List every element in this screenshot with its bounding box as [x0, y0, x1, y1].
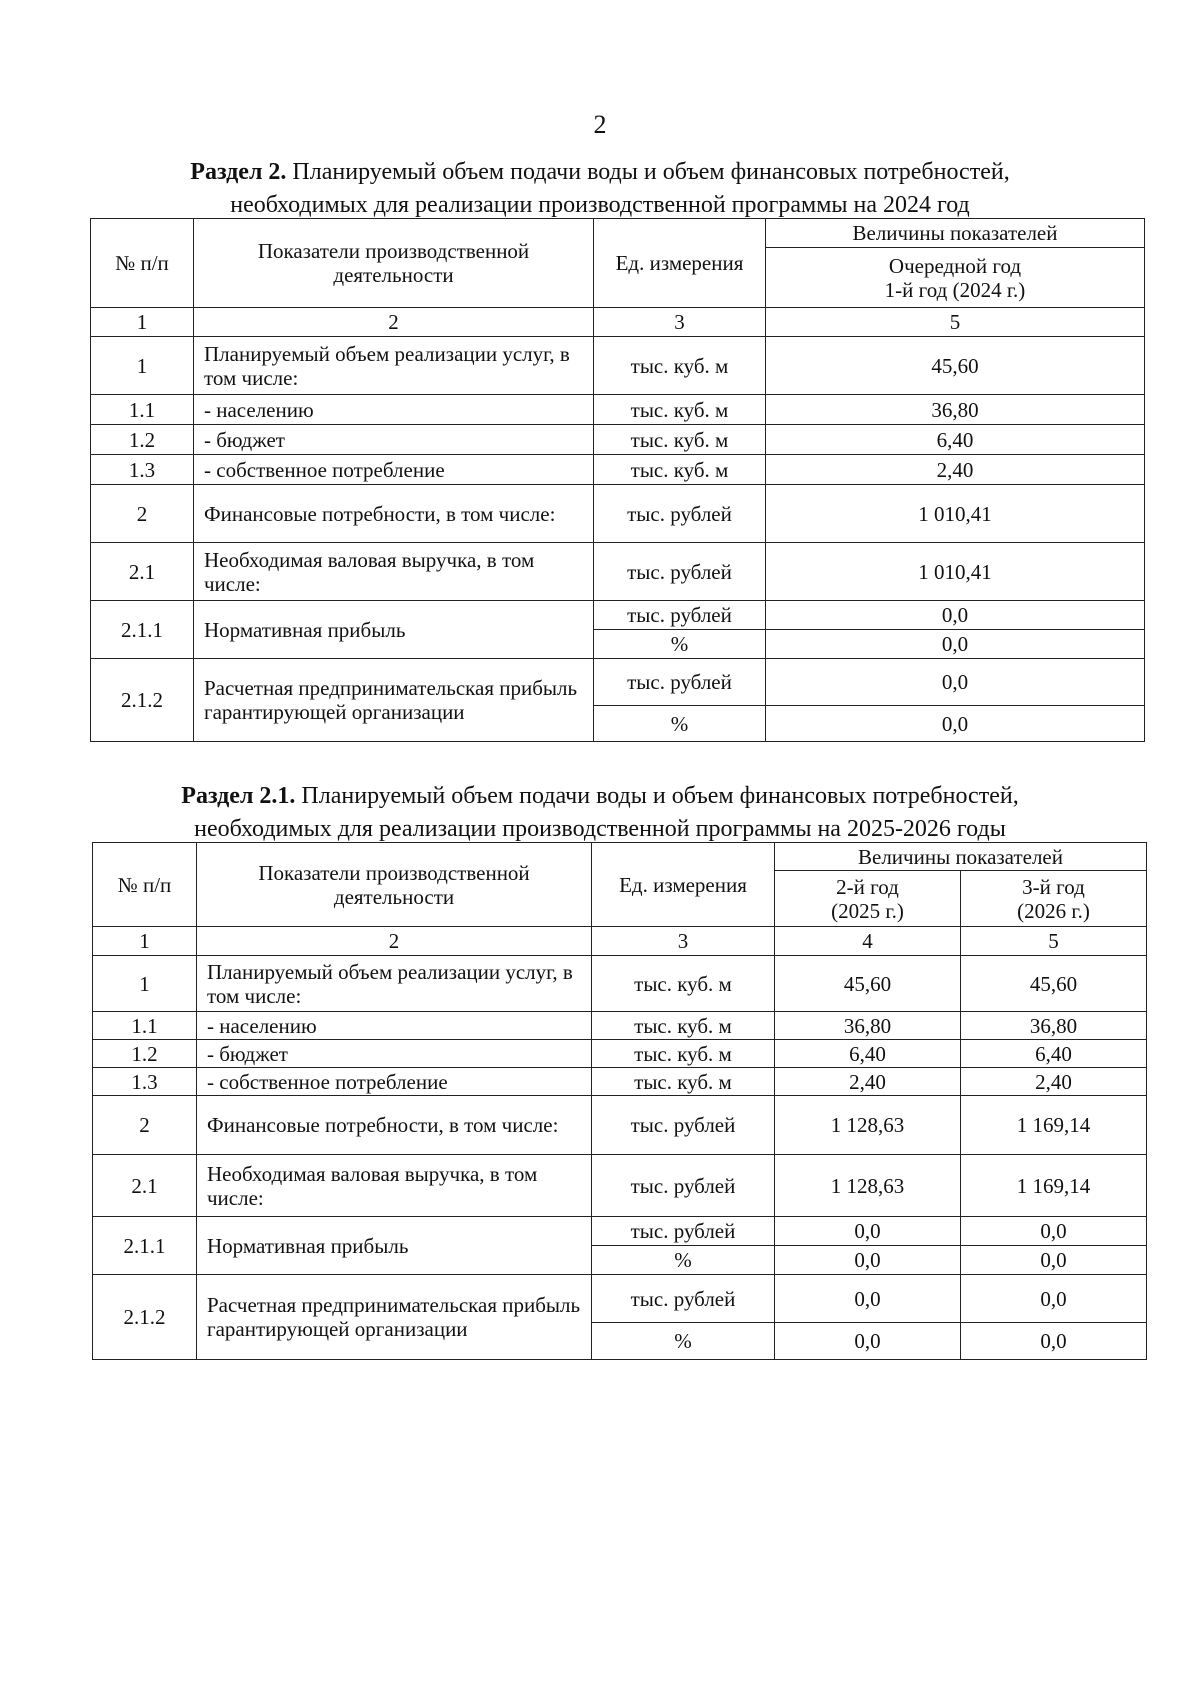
row-num: 1.1	[93, 1012, 197, 1040]
row-name: - населению	[194, 395, 594, 425]
row-unit: тыс. рублей	[594, 659, 766, 706]
column-number: 4	[775, 927, 961, 956]
header-year-3	[961, 871, 1147, 927]
row-unit: тыс. рублей	[592, 1217, 775, 1246]
column-number-row	[91, 308, 1145, 337]
row-value: 0,0	[766, 659, 1145, 706]
row-value: 45,60	[766, 337, 1145, 395]
header-num: № п/п	[91, 219, 194, 308]
table-row	[91, 485, 1145, 543]
table-row	[91, 337, 1145, 395]
header-year-2-line2: (2025 г.)	[831, 898, 904, 923]
row-name: - бюджет	[194, 425, 594, 455]
row-unit: тыс. рублей	[592, 1155, 775, 1217]
column-number: 1	[91, 308, 194, 337]
row-name: - собственное потребление	[194, 455, 594, 485]
row-unit: тыс. рублей	[594, 543, 766, 601]
row-name: - бюджет	[197, 1040, 592, 1068]
row-unit: тыс. куб. м	[594, 337, 766, 395]
row-unit: тыс. куб. м	[592, 1040, 775, 1068]
row-unit: тыс. куб. м	[594, 395, 766, 425]
row-value: 2,40	[766, 455, 1145, 485]
row-num: 2.1.1	[91, 601, 194, 659]
row-value-2026: 1 169,14	[961, 1096, 1147, 1155]
row-name: Планируемый объем реализации услуг, в том числе:	[197, 956, 592, 1012]
row-name: Нормативная прибыль	[194, 601, 594, 659]
row-value-2026: 0,0	[961, 1323, 1147, 1360]
column-number: 3	[592, 927, 775, 956]
row-unit: тыс. рублей	[594, 485, 766, 543]
header-unit: Ед. измерения	[592, 843, 775, 927]
table-row	[93, 1217, 1147, 1246]
header-year-3-line1: 3-й год	[1022, 874, 1085, 899]
header-year-2	[775, 871, 961, 927]
row-value-2026: 1 169,14	[961, 1155, 1147, 1217]
row-num: 1	[91, 337, 194, 395]
header-year-2-line1: 2-й год	[836, 874, 899, 899]
row-unit: %	[592, 1323, 775, 1360]
row-num: 2.1.2	[91, 659, 194, 742]
table-row	[91, 395, 1145, 425]
row-value-2026: 0,0	[961, 1217, 1147, 1246]
table-row	[91, 455, 1145, 485]
header-year-3-line2: (2026 г.)	[1017, 898, 1090, 923]
row-unit: тыс. куб. м	[592, 1012, 775, 1040]
section-title-text: Планируемый объем подачи воды и объем финансовых потребностей,	[286, 159, 1010, 185]
section-title-2024	[0, 156, 1200, 222]
row-name: - населению	[197, 1012, 592, 1040]
table-row	[93, 1155, 1147, 1217]
row-value-2026: 36,80	[961, 1012, 1147, 1040]
table-row	[93, 1096, 1147, 1155]
row-unit: тыс. рублей	[592, 1096, 775, 1155]
row-value-2025: 0,0	[775, 1217, 961, 1246]
row-value: 6,40	[766, 425, 1145, 455]
row-num: 2	[91, 485, 194, 543]
table-row	[93, 1275, 1147, 1323]
row-name: Расчетная предпринимательская прибыль гарантирующей организации	[194, 659, 594, 742]
row-unit: тыс. куб. м	[594, 425, 766, 455]
table-2025-2026	[92, 842, 1147, 1360]
row-unit: тыс. рублей	[594, 601, 766, 630]
row-num: 2.1	[93, 1155, 197, 1217]
header-values-group: Величины показателей	[766, 219, 1145, 248]
table-row	[91, 543, 1145, 601]
section-title-2025-2026	[0, 780, 1200, 846]
section-title-line2: необходимых для реализации производственной программы на 2024 год	[230, 192, 970, 218]
header-indicators: Показатели производственной деятельности	[197, 843, 592, 927]
row-num: 1.3	[91, 455, 194, 485]
row-value: 0,0	[766, 706, 1145, 742]
header-indicators: Показатели производственной деятельности	[194, 219, 594, 308]
row-num: 1.3	[93, 1068, 197, 1096]
section-title-bold: Раздел 2.1.	[181, 783, 296, 809]
row-value-2025: 45,60	[775, 956, 961, 1012]
row-unit: %	[592, 1246, 775, 1275]
row-unit: тыс. рублей	[592, 1275, 775, 1323]
row-value: 36,80	[766, 395, 1145, 425]
column-number: 5	[961, 927, 1147, 956]
row-name: Нормативная прибыль	[197, 1217, 592, 1275]
section-title-line2: необходимых для реализации производственной программы на 2025-2026 годы	[194, 816, 1006, 842]
header-year-1-line1: Очередной год	[888, 253, 1022, 278]
table-row	[93, 1068, 1147, 1096]
row-value-2025: 6,40	[775, 1040, 961, 1068]
header-num: № п/п	[93, 843, 197, 927]
table-row	[93, 1040, 1147, 1068]
section-title-text: Планируемый объем подачи воды и объем финансовых потребностей,	[295, 783, 1019, 809]
row-value: 0,0	[766, 630, 1145, 659]
table-row	[91, 425, 1145, 455]
row-num: 2.1.2	[93, 1275, 197, 1360]
row-unit: тыс. куб. м	[594, 455, 766, 485]
row-num: 2	[93, 1096, 197, 1155]
row-value-2025: 1 128,63	[775, 1155, 961, 1217]
row-unit: тыс. куб. м	[592, 1068, 775, 1096]
row-num: 1.2	[93, 1040, 197, 1068]
column-number: 5	[766, 308, 1145, 337]
column-number: 1	[93, 927, 197, 956]
table-2024	[90, 218, 1145, 742]
section-title-bold: Раздел 2.	[190, 159, 287, 185]
row-value-2025: 36,80	[775, 1012, 961, 1040]
row-unit: %	[594, 630, 766, 659]
table-row	[93, 1012, 1147, 1040]
row-value: 0,0	[766, 601, 1145, 630]
row-unit: %	[594, 706, 766, 742]
table-row	[91, 601, 1145, 630]
row-num: 2.1.1	[93, 1217, 197, 1275]
header-year-1	[766, 248, 1145, 308]
column-number: 3	[594, 308, 766, 337]
row-num: 1.1	[91, 395, 194, 425]
table-row	[93, 956, 1147, 1012]
row-name: Планируемый объем реализации услуг, в том числе:	[194, 337, 594, 395]
row-value-2026: 0,0	[961, 1275, 1147, 1323]
page-number: 2	[593, 110, 607, 139]
row-value: 1 010,41	[766, 485, 1145, 543]
table-header-row	[93, 843, 1147, 871]
column-number: 2	[194, 308, 594, 337]
header-values-group: Величины показателей	[775, 843, 1147, 871]
column-number: 2	[197, 927, 592, 956]
row-value-2026: 45,60	[961, 956, 1147, 1012]
row-value-2025: 0,0	[775, 1323, 961, 1360]
row-name: - собственное потребление	[197, 1068, 592, 1096]
row-num: 1	[93, 956, 197, 1012]
row-unit: тыс. куб. м	[592, 956, 775, 1012]
row-value-2025: 0,0	[775, 1275, 961, 1323]
row-value-2026: 0,0	[961, 1246, 1147, 1275]
row-name: Финансовые потребности, в том числе:	[194, 485, 594, 543]
row-value-2025: 0,0	[775, 1246, 961, 1275]
row-value-2026: 2,40	[961, 1068, 1147, 1096]
header-year-1-line2: 1-й год (2024 г.)	[884, 277, 1026, 302]
header-unit: Ед. измерения	[594, 219, 766, 308]
row-num: 2.1	[91, 543, 194, 601]
table-row	[91, 659, 1145, 706]
row-value: 1 010,41	[766, 543, 1145, 601]
row-name: Необходимая валовая выручка, в том числе:	[194, 543, 594, 601]
row-name: Финансовые потребности, в том числе:	[197, 1096, 592, 1155]
row-value-2025: 2,40	[775, 1068, 961, 1096]
row-value-2025: 1 128,63	[775, 1096, 961, 1155]
row-name: Расчетная предпринимательская прибыль гарантирующей организации	[197, 1275, 592, 1360]
row-name: Необходимая валовая выручка, в том числе:	[197, 1155, 592, 1217]
row-value-2026: 6,40	[961, 1040, 1147, 1068]
table-header-row	[91, 219, 1145, 248]
row-num: 1.2	[91, 425, 194, 455]
column-number-row	[93, 927, 1147, 956]
